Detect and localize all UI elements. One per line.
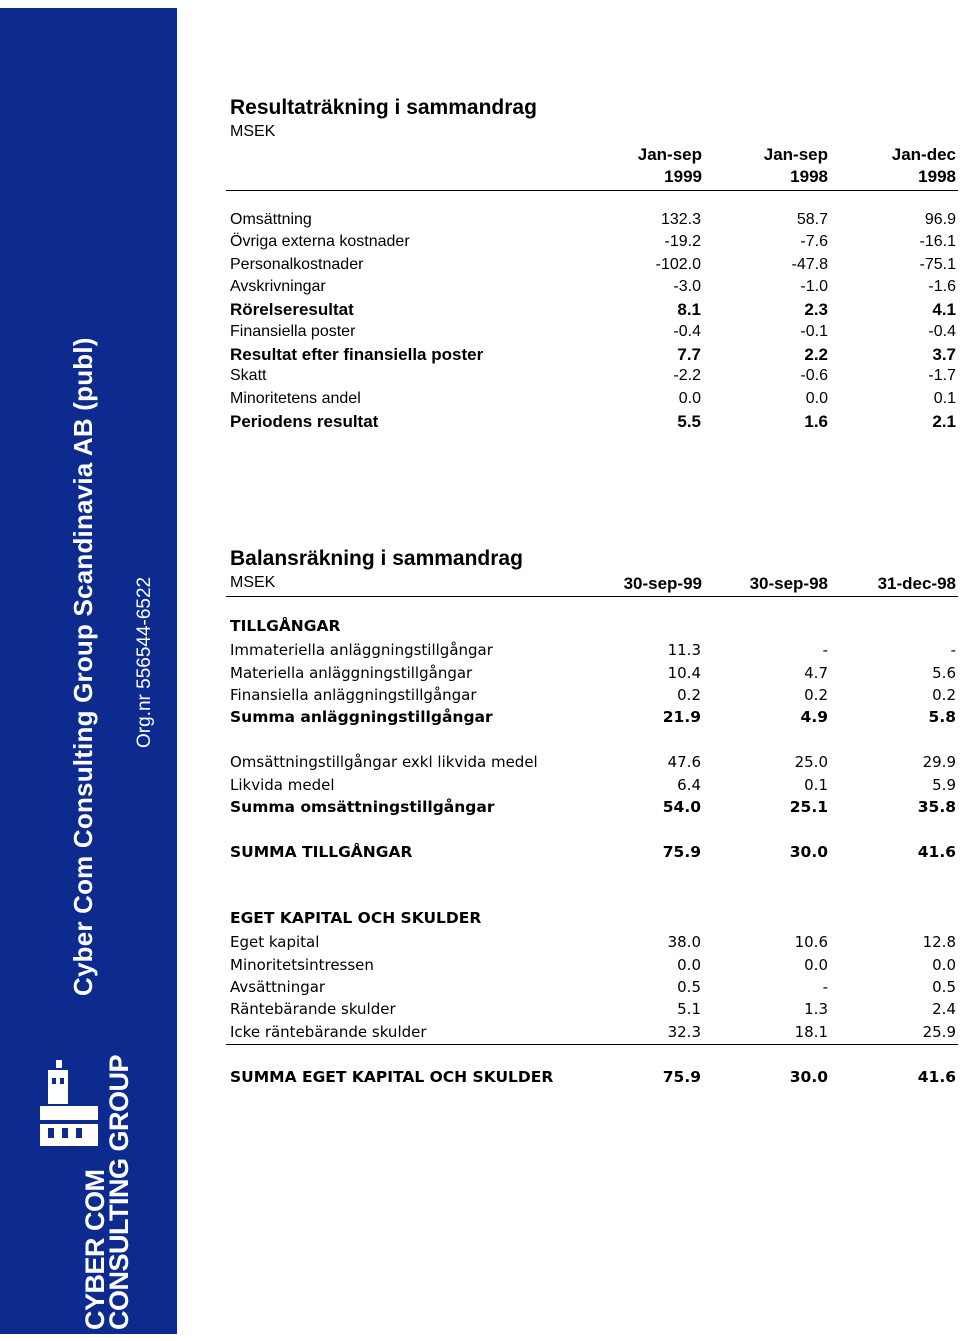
balance-unit: MSEK — [230, 574, 276, 591]
row-value-col1: 0.0 — [678, 390, 701, 407]
row-value-col1: -3.0 — [673, 278, 701, 295]
income-col3-line1: Jan-dec — [891, 145, 956, 164]
row-value-col2: - — [822, 641, 828, 659]
row-value-col3: 5.6 — [932, 664, 956, 682]
row-label: Eget kapital — [230, 933, 320, 951]
row-value-col3: -16.1 — [919, 233, 956, 250]
row-value-col1: 132.3 — [660, 211, 701, 228]
row-value-col2: 25.0 — [794, 753, 828, 771]
row-value-col2: -1.0 — [800, 278, 828, 295]
table-row — [230, 256, 956, 278]
row-value-col3: -75.1 — [919, 256, 956, 273]
table-row — [230, 843, 956, 865]
row-value-col3: 0.0 — [932, 956, 956, 974]
income-title: Resultaträkning i sammandrag — [230, 96, 537, 119]
table-row — [230, 641, 956, 663]
table-row — [230, 978, 956, 1000]
row-label: Materiella anläggningstillgångar — [230, 664, 473, 682]
row-label: Finansiella poster — [230, 323, 356, 340]
row-value-col2: 4.7 — [804, 664, 828, 682]
logo-text-line1: CYBER COM — [80, 1169, 110, 1330]
table-row — [230, 211, 956, 233]
row-value-col1: 38.0 — [667, 933, 701, 951]
row-label: Skatt — [230, 367, 267, 384]
row-label: Omsättningstillgångar exkl likvida medel — [230, 753, 538, 771]
row-value-col2: 0.1 — [804, 776, 828, 794]
row-value-col2: 0.2 — [804, 686, 828, 704]
row-value-col3: 0.5 — [932, 978, 956, 996]
row-label: SUMMA TILLGÅNGAR — [230, 843, 413, 861]
company-logo-icon — [38, 1060, 102, 1148]
row-value-col3: 5.8 — [928, 708, 956, 726]
table-row — [230, 412, 956, 434]
row-value-col1: 47.6 — [667, 753, 701, 771]
row-value-col2: -47.8 — [791, 256, 828, 273]
row-value-col1: -0.4 — [673, 323, 701, 340]
row-label: SUMMA EGET KAPITAL OCH SKULDER — [230, 1068, 554, 1086]
income-header-rule — [226, 190, 958, 191]
row-value-col1: 0.5 — [677, 978, 701, 996]
row-value-col1: -102.0 — [655, 256, 701, 273]
row-value-col1: 0.0 — [677, 956, 701, 974]
row-value-col2: -7.6 — [800, 233, 828, 250]
row-value-col3: 2.1 — [932, 412, 956, 431]
table-row — [230, 956, 956, 978]
row-value-col1: 7.7 — [677, 345, 701, 364]
row-label: Minoritetens andel — [230, 390, 361, 407]
row-value-col2: 1.6 — [804, 412, 828, 431]
row-value-col3: 2.4 — [932, 1000, 956, 1018]
income-col2-line1: Jan-sep — [763, 145, 828, 164]
row-value-col3: 3.7 — [932, 345, 956, 364]
row-value-col3: - — [950, 641, 956, 659]
row-value-col1: 75.9 — [662, 1068, 701, 1086]
row-value-col3: 0.1 — [933, 390, 956, 407]
table-row — [230, 233, 956, 255]
row-value-col1: 6.4 — [677, 776, 701, 794]
row-value-col3: 12.8 — [922, 933, 956, 951]
row-value-col2: - — [822, 978, 828, 996]
row-label: Summa omsättningstillgångar — [230, 798, 495, 816]
row-value-col1: 11.3 — [667, 641, 701, 659]
row-value-col2: -0.1 — [800, 323, 828, 340]
table-row — [230, 1023, 956, 1045]
row-value-col1: -2.2 — [673, 367, 701, 384]
row-value-col1: 5.1 — [677, 1000, 701, 1018]
row-value-col2: 58.7 — [796, 211, 828, 228]
balance-col1-header: 30-sep-99 — [623, 574, 702, 593]
table-row — [230, 909, 956, 931]
income-col2-line2: 1998 — [790, 167, 828, 186]
row-value-col2: 10.6 — [794, 933, 828, 951]
row-value-col2: 1.3 — [804, 1000, 828, 1018]
income-col1-line1: Jan-sep — [637, 145, 702, 164]
row-label: Minoritetsintressen — [230, 956, 374, 974]
table-row — [230, 776, 956, 798]
row-value-col2: 0.0 — [805, 390, 828, 407]
row-label: Övriga externa kostnader — [230, 233, 410, 250]
table-row — [230, 300, 956, 322]
row-value-col2: 25.1 — [789, 798, 828, 816]
row-label: Omsättning — [230, 211, 312, 228]
row-label: Immateriella anläggningstillgångar — [230, 641, 493, 659]
row-value-col2: 2.3 — [804, 300, 828, 319]
row-value-col3: 4.1 — [932, 300, 956, 319]
row-value-col1: 75.9 — [662, 843, 701, 861]
row-value-col2: 4.9 — [800, 708, 828, 726]
table-row — [230, 390, 956, 412]
row-value-col2: 30.0 — [789, 843, 828, 861]
row-value-col1: 21.9 — [662, 708, 701, 726]
row-label: TILLGÅNGAR — [230, 617, 341, 635]
table-row — [230, 933, 956, 955]
table-row — [230, 278, 956, 300]
row-label: Finansiella anläggningstillgångar — [230, 686, 477, 704]
row-value-col1: -19.2 — [664, 233, 701, 250]
balance-title: Balansräkning i sammandrag — [230, 547, 523, 570]
row-value-col3: 41.6 — [917, 843, 956, 861]
row-value-col2: 2.2 — [804, 345, 828, 364]
income-col3-line2: 1998 — [918, 167, 956, 186]
row-value-col1: 5.5 — [677, 412, 701, 431]
row-value-col1: 0.2 — [677, 686, 701, 704]
row-value-col1: 10.4 — [667, 664, 701, 682]
table-row — [230, 753, 956, 775]
row-value-col2: 30.0 — [789, 1068, 828, 1086]
row-value-col3: 29.9 — [922, 753, 956, 771]
row-label: Summa anläggningstillgångar — [230, 708, 493, 726]
row-value-col3: -1.6 — [928, 278, 956, 295]
row-value-col3: 5.9 — [932, 776, 956, 794]
row-label: EGET KAPITAL OCH SKULDER — [230, 909, 482, 927]
row-value-col2: 18.1 — [794, 1023, 828, 1041]
table-row — [230, 367, 956, 389]
row-value-col1: 54.0 — [662, 798, 701, 816]
row-label: Resultat efter finansiella poster — [230, 345, 484, 364]
table-row — [230, 686, 956, 708]
balance-col3-header: 31-dec-98 — [877, 574, 956, 593]
row-value-col3: 25.9 — [922, 1023, 956, 1041]
row-value-col1: 8.1 — [677, 300, 701, 319]
row-value-col3: 35.8 — [917, 798, 956, 816]
row-value-col2: 0.0 — [804, 956, 828, 974]
table-row — [230, 664, 956, 686]
sidebar — [0, 8, 177, 1334]
table-row — [230, 617, 956, 639]
row-value-col3: 96.9 — [924, 211, 956, 228]
balance-bottom-rule — [226, 1044, 958, 1045]
row-label: Räntebärande skulder — [230, 1000, 396, 1018]
row-value-col1: 32.3 — [667, 1023, 701, 1041]
row-value-col3: 41.6 — [917, 1068, 956, 1086]
logo-text-line2: CONSULTING GROUP — [104, 1055, 134, 1330]
row-label: Icke räntebärande skulder — [230, 1023, 427, 1041]
table-row — [230, 708, 956, 730]
income-unit: MSEK — [230, 123, 276, 140]
row-label: Personalkostnader — [230, 256, 364, 273]
balance-col2-header: 30-sep-98 — [749, 574, 828, 593]
table-row — [230, 323, 956, 345]
balance-header-rule — [226, 596, 958, 597]
row-value-col3: 0.2 — [932, 686, 956, 704]
row-value-col3: -1.7 — [928, 367, 956, 384]
table-row — [230, 798, 956, 820]
row-label: Rörelseresultat — [230, 300, 354, 319]
table-row — [230, 1000, 956, 1022]
company-name: Cyber Com Consulting Group Scandinavia AB (publ) — [68, 337, 98, 996]
row-label: Avskrivningar — [230, 278, 326, 295]
row-label: Likvida medel — [230, 776, 335, 794]
row-value-col3: -0.4 — [928, 323, 956, 340]
table-row — [230, 1068, 956, 1090]
org-number: Org.nr 556544-6522 — [134, 576, 155, 748]
table-row — [230, 345, 956, 367]
income-col1-line2: 1999 — [664, 167, 702, 186]
row-label: Periodens resultat — [230, 412, 379, 431]
row-value-col2: -0.6 — [800, 367, 828, 384]
row-label: Avsättningar — [230, 978, 326, 996]
